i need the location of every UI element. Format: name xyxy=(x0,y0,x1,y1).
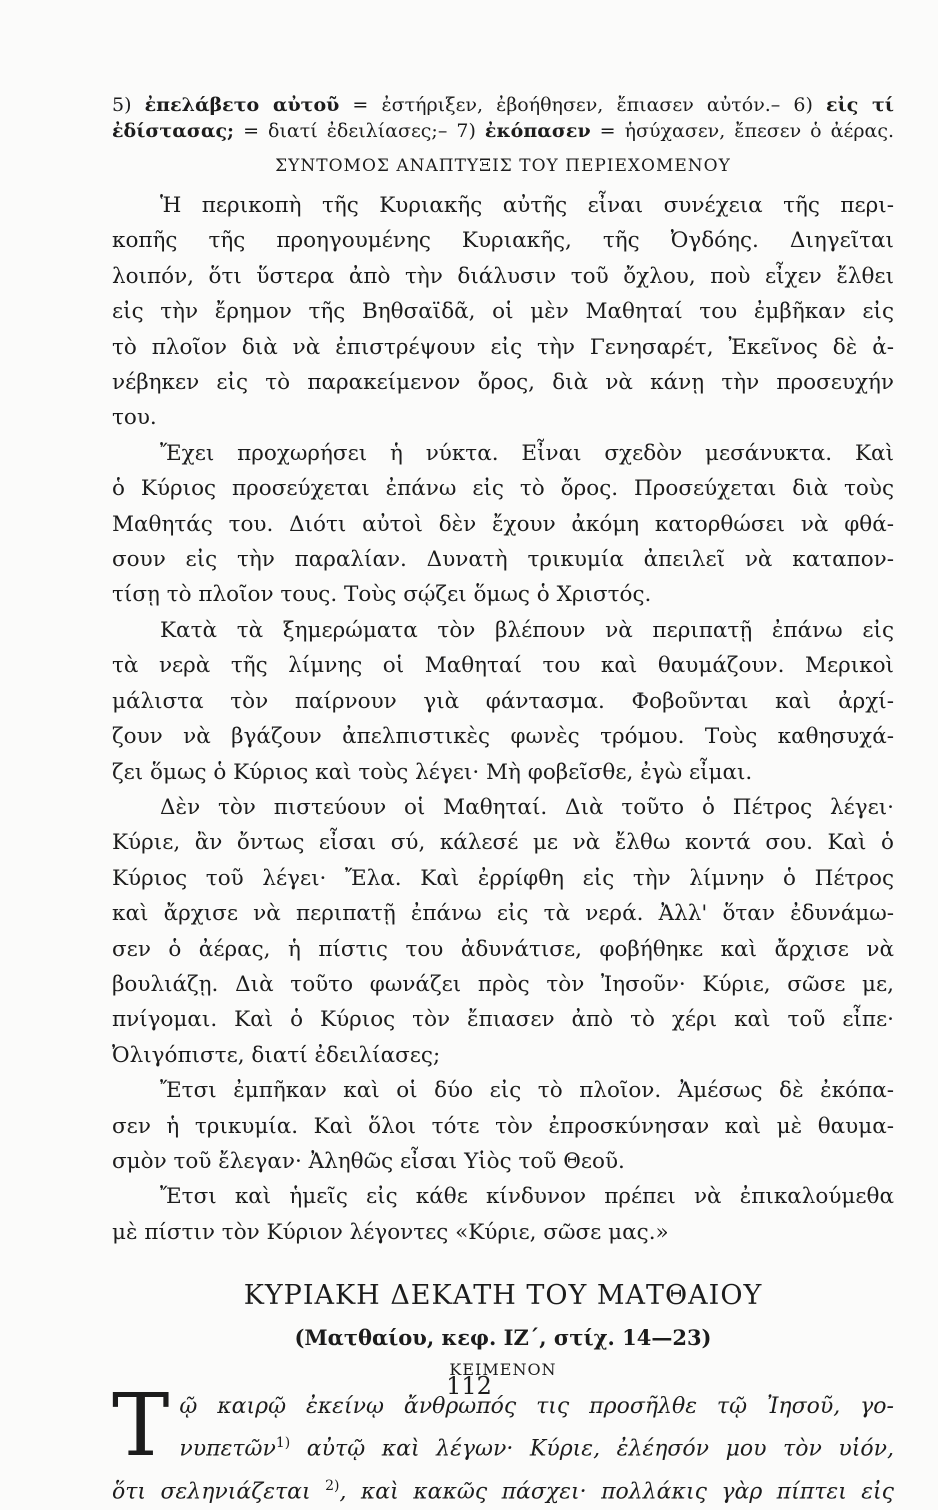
summary-paragraph xyxy=(112,188,894,436)
text-line: λοιπόν, ὅτι ὕστερα ἀπὸ τὴν διάλυσιν τοῦ ὄχλου, ποὺ εἶχεν ἔλθει xyxy=(112,263,894,289)
drop-cap: Τ xyxy=(112,1376,170,1477)
text-line: μάλιστα τὸν παίρνουν γιὰ φάντασμα. Φοβοῦνται καὶ ἀρχί- xyxy=(112,688,894,714)
glossary-definition: = ἡσύχασεν, ἔπεσεν ὁ ἀέρας. xyxy=(590,120,895,142)
scripture-line-2: νυπετῶν$^{1)}$ αὐτῷ καὶ λέγων· Κύριε, ἐλέησόν μου τὸν υἱόν, xyxy=(179,1435,894,1462)
glossary-term: ἐκόπασεν xyxy=(484,120,591,142)
text-line: μὲ πίστιν τὸν Κύριον λέγοντες «Κύριε, σῶσε μας.» xyxy=(112,1219,669,1245)
scripture-line-1: ῷ καιρῷ ἐκείνῳ ἄνθρωπός τις προσῆλθε τῷ Ἰησοῦ, γο- xyxy=(179,1394,894,1420)
glossary-num-5: 5) xyxy=(112,94,145,116)
text-line: Κύριος τοῦ λέγει· Ἔλα. Καὶ ἐρρίφθη εἰς τὴν λίμνην ὁ Πέτρος xyxy=(112,865,894,891)
text-line: κοπῆς τῆς προηγουμένης Κυριακῆς, τῆς Ὀγδόης. Διηγεῖται xyxy=(112,228,894,254)
text-line: ζουν νὰ βγάζουν ἀπελπιστικὲς φωνὲς τρόμου. Τοὺς καθησυχά- xyxy=(112,724,894,750)
text-line: τίσῃ τὸ πλοῖον τους. Τοὺς σῴζει ὅμως ὁ Χριστός. xyxy=(112,582,652,608)
text-line: ζει ὅμως ὁ Κύριος καὶ τοὺς λέγει· Μὴ φοβεῖσθε, ἐγὼ εἶμαι. xyxy=(112,759,753,785)
glossary-term: εἰς τί xyxy=(826,94,894,116)
summary-heading: ΣΥΝΤΟΜΟΣ ΑΝΑΠΤΥΞΙΣ ΤΟΥ ΠΕΡΙΕΧΟΜΕΝΟΥ xyxy=(275,156,731,176)
text-line: βουλιάζῃ. Διὰ τοῦτο φωνάζει πρὸς τὸν Ἰησοῦν· Κύριε, σῶσε με, xyxy=(112,971,894,997)
glossary-line-2 xyxy=(112,118,894,144)
text-line: εἰς τὴν ἔρημον τῆς Βηθσαϊδᾶ, οἱ μὲν Μαθηταί του ἐμβῆκαν εἰς xyxy=(112,299,894,325)
text-line: Ὀλιγόπιστε, διατί ἐδειλίασες; xyxy=(112,1042,441,1068)
text-heading: ΚΕΙΜΕΝΟΝ xyxy=(449,1360,557,1380)
text-line: Δὲν τὸν πιστεύουν οἱ Μαθηταί. Διὰ τοῦτο ὁ Πέτρος λέγει· xyxy=(160,794,894,820)
summary-paragraph xyxy=(112,1073,894,1179)
summary-paragraph xyxy=(112,1179,894,1250)
text-line: τὸ πλοῖον διὰ νὰ ἐπιστρέψουν εἰς τὴν Γενησαρέτ, Ἐκεῖνος δὲ ἀ- xyxy=(112,334,894,360)
text-line: νέβηκεν εἰς τὸ παρακείμενον ὄρος, διὰ νὰ κάνῃ τὴν προσευχήν xyxy=(112,370,894,396)
text-line: σεν ὁ ἀέρας, ἡ πίστις του ἀδυνάτισε, φοβήθηκε καὶ ἄρχισε νὰ xyxy=(112,936,894,962)
glossary-line-1 xyxy=(112,92,894,118)
text-line: Ἡ περικοπὴ τῆς Κυριακῆς αὐτῆς εἶναι συνέχεια τῆς περι- xyxy=(160,193,894,218)
text-line: Μαθητάς του. Διότι αὐτοὶ δὲν ἔχουν ἀκόμη κατορθώσει νὰ φθά- xyxy=(112,511,894,537)
text-line: σμὸν τοῦ ἔλεγαν· Ἀληθῶς εἶσαι Υἱὸς τοῦ Θεοῦ. xyxy=(112,1148,625,1174)
text-line: Ἔτσι ἐμπῆκαν καὶ οἱ δύο εἰς τὸ πλοῖον. Ἀμέσως δὲ ἐκόπα- xyxy=(160,1078,894,1104)
text-line: σεν ἡ τρικυμία. Καὶ ὅλοι τότε τὸν ἐπροσκύνησαν καὶ μὲ θαυμα- xyxy=(112,1113,894,1139)
summary-body xyxy=(112,188,894,1250)
glossary-definition: = διατί ἐδειλίασες;– 7) xyxy=(234,120,485,142)
page-number: 112 xyxy=(446,1372,492,1400)
text-line: τὰ νερὰ τῆς λίμνης οἱ Μαθηταί του καὶ θαυμάζουν. Μερικοὶ xyxy=(112,653,894,679)
text-line: Ἔτσι καὶ ἡμεῖς εἰς κάθε κίνδυνον πρέπει νὰ ἐπικαλούμεθα xyxy=(160,1184,894,1210)
text-line: σουν εἰς τὴν παραλίαν. Δυνατὴ τρικυμία ἀπειλεῖ νὰ καταπον- xyxy=(112,547,894,573)
text-line: Κατὰ τὰ ξημερώματα τὸν βλέπουν νὰ περιπατῇ ἐπάνω εἰς xyxy=(160,617,894,643)
text-line: Ἔχει προχωρήσει ἡ νύκτα. Εἶναι σχεδὸν μεσάνυκτα. Καὶ xyxy=(160,440,894,466)
page-content xyxy=(112,92,894,1510)
chapter-title: ΚΥΡΙΑΚΗ ΔΕΚΑΤΗ ΤΟΥ ΜΑΤΘΑΙΟΥ xyxy=(243,1280,763,1312)
summary-paragraph xyxy=(112,613,894,790)
footnote-ref: 2) xyxy=(325,1477,340,1494)
chapter-subtitle: (Ματθαίου, κεφ. ΙΖ΄, στίχ. 14—23) xyxy=(294,1325,712,1351)
text-line: Κύριε, ἂν ὄντως εἶσαι σύ, κάλεσέ με νὰ ἔλθω κοντά σου. Καὶ ὁ xyxy=(112,830,894,856)
text-line: πνίγομαι. Καὶ ὁ Κύριος τὸν ἔπιασεν ἀπὸ τὸ χέρι καὶ τοῦ εἶπε· xyxy=(112,1007,894,1033)
text-line: του. xyxy=(112,405,157,431)
glossary-definition: = ἐστήριξεν, ἐβοήθησεν, ἔπιασεν αὐτόν.– 6) xyxy=(339,94,827,116)
summary-paragraph xyxy=(112,790,894,1073)
scripture-line-3: ὅτι σεληνιάζεται $^{2)}$, καὶ κακῶς πάσχει· πολλάκις γὰρ πίπτει εἰς xyxy=(112,1477,895,1504)
glossary-term: ἐπελάβετο αὐτοῦ xyxy=(144,94,340,116)
text-line: καὶ ἄρχισε νὰ περιπατῇ ἐπάνω εἰς τὰ νερά. Ἀλλ' ὅταν ἐδυνάμω- xyxy=(112,901,894,927)
glossary-term: ἐδίστασας; xyxy=(112,120,235,142)
footnote-ref: 1) xyxy=(275,1435,291,1452)
text-line: ὁ Κύριος προσεύχεται ἐπάνω εἰς τὸ ὄρος. Προσεύχεται διὰ τοὺς xyxy=(112,476,894,502)
summary-paragraph xyxy=(112,436,894,613)
